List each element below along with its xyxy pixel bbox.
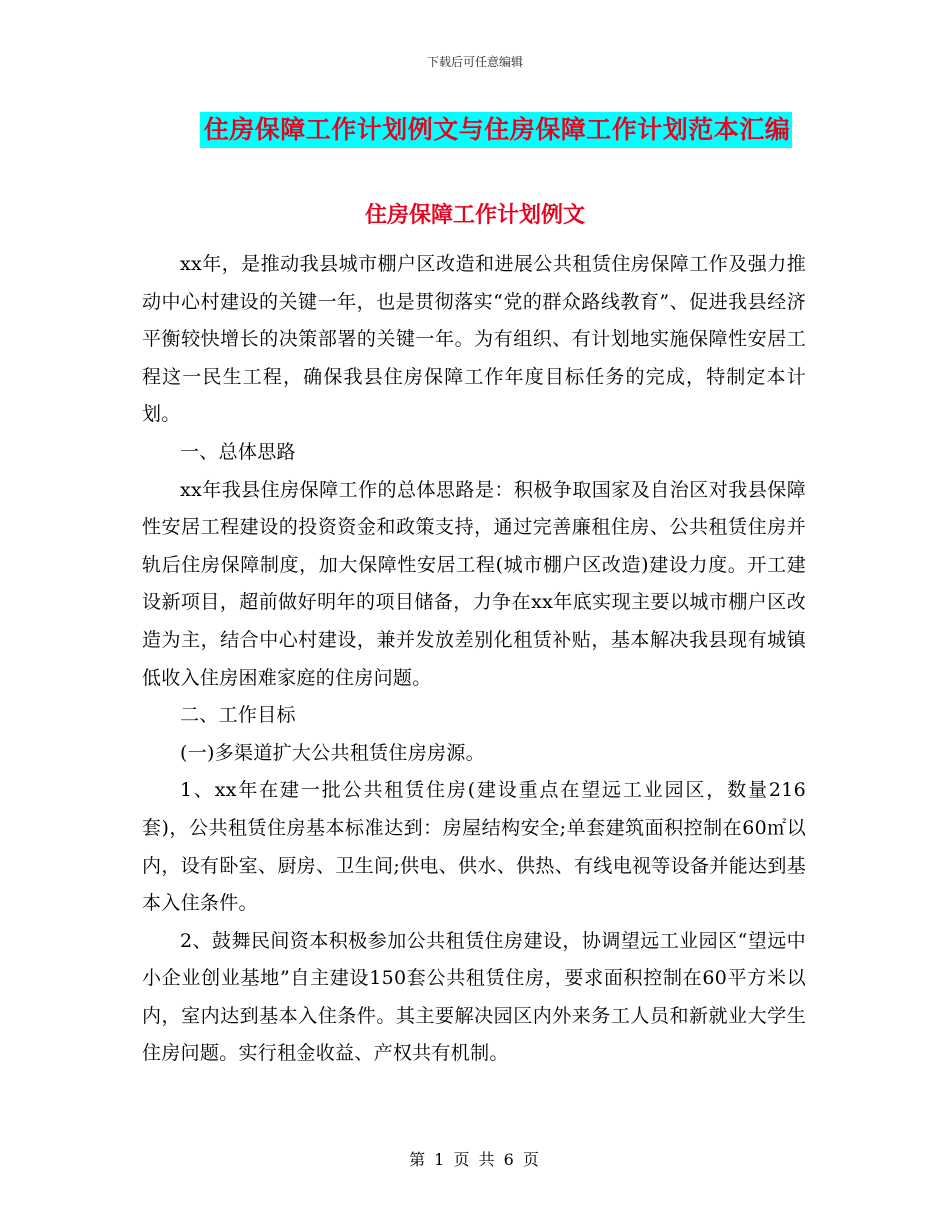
paragraph: 二、工作目标 [180,704,296,727]
header-note: 下载后可任意编辑 [426,55,523,69]
main-title: 住房保障工作计划例文与住房保障工作计划范本汇编 [200,112,793,148]
paragraph: 1、xx年在建一批公共租赁住房(建设重点在望远工业园区，数量216套)，公共租赁住房基本标准达到：房屋结构安全;单套建筑面积控制在60㎡以内，设有卧室、厨房、卫生间;供电、供水、供热、有线电视等设备并能达到基本入住条件。 [142,779,806,915]
section-title: 住房保障工作计划例文 [364,203,585,228]
paragraph: 2、鼓舞民间资本积极参加公共租赁住房建设，协调望远工业园区“望远中小企业创业基地”自主建设150套公共租赁住房，要求面积控制在60平方米以内，室内达到基本入住条件。其主要解决园区内外来务工人员和新就业大学生住房问题。实行租金收益、产权共有机制。 [142,929,806,1065]
paragraph: xx年我县住房保障工作的总体思路是：积极争取国家及自治区对我县保障性安居工程建设的投资资金和政策支持，通过完善廉租住房、公共租赁住房并轨后住房保障制度，加大保障性安居工程(城市棚户区改造)建设力度。开工建设新项目，超前做好明年的项目储备，力争在xx年底实现主要以城市棚户区改造为主，结合中心村建设，兼并发放差别化租赁补贴，基本解决我县现有城镇低收入住房困难家庭的住房问题。 [142,478,806,689]
page-footer: 第 1 页 共 6 页 [409,1150,541,1169]
main-title-wrap [0,112,950,148]
paragraph: (一)多渠道扩大公共租赁住房房源。 [180,741,485,764]
body-text [142,246,806,1073]
paragraph: 一、总体思路 [180,440,296,463]
paragraph: xx年，是推动我县城市棚户区改造和进展公共租赁住房保障工作及强力推动中心村建设的关键一年，也是贯彻落实“党的群众路线教育”、促进我县经济平衡较快增长的决策部署的关键一年。为有组织、有计划地实施保障性安居工程这一民生工程，确保我县住房保障工作年度目标任务的完成，特制定本计划。 [142,253,806,426]
